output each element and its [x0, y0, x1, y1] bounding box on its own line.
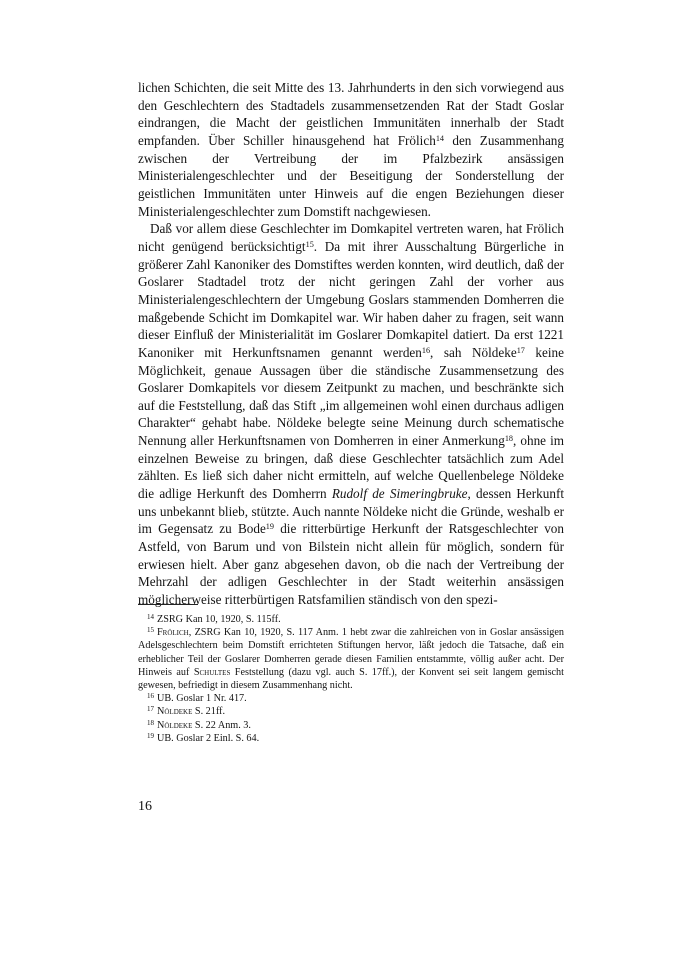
footnote-19	[138, 732, 564, 745]
text-run: , ohne im einzelnen Beweise zu bringen, daß diese Geschlechter tatsächlich zum Adel zählten. Es ließ sich daher nicht ermitteln, auf welche Quellenbelege Nöldeke die adlige Herkunft des Domherrn	[138, 433, 564, 502]
author-name: Schultes	[193, 666, 231, 678]
footnote-separator	[138, 604, 198, 605]
author-name: Nöldeke	[157, 706, 193, 718]
footnote-ref-16[interactable]: 16	[421, 345, 431, 355]
body-text	[138, 79, 564, 609]
footnote-number: 15	[147, 626, 154, 635]
footnote-ref-17[interactable]: 17	[516, 345, 525, 355]
text-run: Daß vor allem diese Geschlechter im Domkapitel vertreten waren, hat Frölich nicht genügend berücksichtigt	[138, 221, 564, 254]
footnote-text: S. 21ff.	[192, 706, 226, 718]
text-run: lichen Schichten, die seit Mitte des 13. Jahrhunderts in den sich vorwiegend aus den Geschlechtern des Stadtadels zusammensetzenden Rat der Stadt Goslar eindrangen, die Macht der geistlichen Immunitäten innerhalb der Stadt empfanden. Über Schiller hinausgehend hat Frölich	[138, 80, 564, 148]
footnote-ref-14[interactable]: 14	[435, 133, 444, 143]
footnote-number: 19	[147, 731, 154, 740]
footnotes	[138, 613, 564, 745]
footnote-number: 16	[147, 692, 154, 701]
text-run: den Zusammenhang zwischen der Vertreibung der im Pfalzbezirk ansässigen Ministerialengeschlechter und der Beseitigung der Sonderstellung der geistlichen Immunitäten unter Hinweis auf die engen Beziehungen dieser Ministerialengeschlechter zum Domstift nachgewiesen.	[138, 132, 564, 219]
footnote-17	[138, 705, 564, 718]
footnote-text: S. 22 Anm. 3.	[192, 719, 251, 731]
author-name: Nöldeke	[157, 719, 193, 731]
footnote-text: , ZSRG Kan 10, 1920, S. 117 Anm. 1 hebt zwar die zahlreichen von in Goslar ansässigen Adelsgeschlechtern beim Domstift errichteten Stiftungen hervor, läßt jedoch die Tatsache, daß ein erheblicher Teil der Goslarer Domherren gerade diesen Familien entstammte, völlig außer acht. Der Hinweis auf	[138, 627, 564, 678]
footnote-ref-18[interactable]: 18	[504, 434, 514, 444]
footnote-14	[138, 613, 564, 626]
text-run: keine Möglichkeit, genaue Aussagen über die ständische Zusammensetzung des Goslarer Domkapitels vor diesem Zeitpunkt zu machen, und beschränkte sich auf die Feststellung, daß das Stift „im allgemeinen wohl einen durchaus adligen Charakter“ gehabt habe. Nöldeke belegte seine Meinung durch schematische Nennung aller Herkunftsnamen von Domherren in einer Anmerkung	[138, 344, 564, 449]
text-run: . Da mit ihrer Ausschaltung Bürgerliche in größerer Zahl Kanoniker des Domstiftes werden konnten, wird deutlich, daß der Goslarer Stadtadel trotz der nicht geringen Zahl der vorher aus Ministerialengeschlechtern der Umgebung Goslars stammenden Domherren die maßgebende Schicht im Domkapitel war. Wir haben daher zu fragen, seit wann dieser Einfluß der Ministerialität im Goslarer Domkapitel datiert. Da erst 1221 Kanoniker mit Herkunftsnamen genannt werden	[138, 238, 564, 360]
footnote-text: UB. Goslar 2 Einl. S. 64.	[157, 732, 260, 744]
footnote-text: ZSRG Kan 10, 1920, S. 115ff.	[157, 614, 281, 625]
footnote-18	[138, 719, 564, 732]
page-number: 16	[138, 799, 152, 814]
footnote-text: UB. Goslar 1 Nr. 417.	[157, 693, 247, 705]
footnote-ref-15[interactable]: 15	[305, 239, 314, 249]
footnote-ref-19[interactable]: 19	[265, 522, 274, 532]
text-run: die ritterbürtige Herkunft der Ratsgeschlechter von Astfeld, von Barum und von Bilstein nicht allein für möglich, sondern für erwiesen hielt. Aber ganz abgesehen davon, ob die nach der Vertreibung der Mehrzahl der adligen Geschlechter in der Stadt weiterhin ansässigen möglicherweise ritterbürtigen Ratsfamilien ständisch von den spezi-	[138, 521, 564, 608]
footnote-16	[138, 692, 564, 705]
footnote-number: 17	[147, 705, 154, 714]
author-name: Frölich	[157, 627, 189, 639]
paragraph-1	[138, 79, 564, 220]
text-run: , sah Nöldeke	[430, 344, 517, 360]
text-run: , dessen Herkunft uns unbekannt blieb, stützte. Auch nannte Nöldeke nicht die Gründe, weshalb er im Gegensatz zu Bode	[138, 486, 565, 537]
footnote-number: 14	[147, 613, 154, 621]
footnote-text: Feststellung (dazu vgl. auch S. 17ff.), der Konvent sei seit langem gemischt gewesen, befriedigt in diesem Zusammenhang nicht.	[138, 666, 564, 692]
paragraph-2	[138, 220, 564, 608]
footnote-number: 18	[147, 718, 154, 727]
footnote-15	[138, 626, 564, 692]
italic-name: Rudolf de Simeringbruke	[331, 486, 468, 502]
